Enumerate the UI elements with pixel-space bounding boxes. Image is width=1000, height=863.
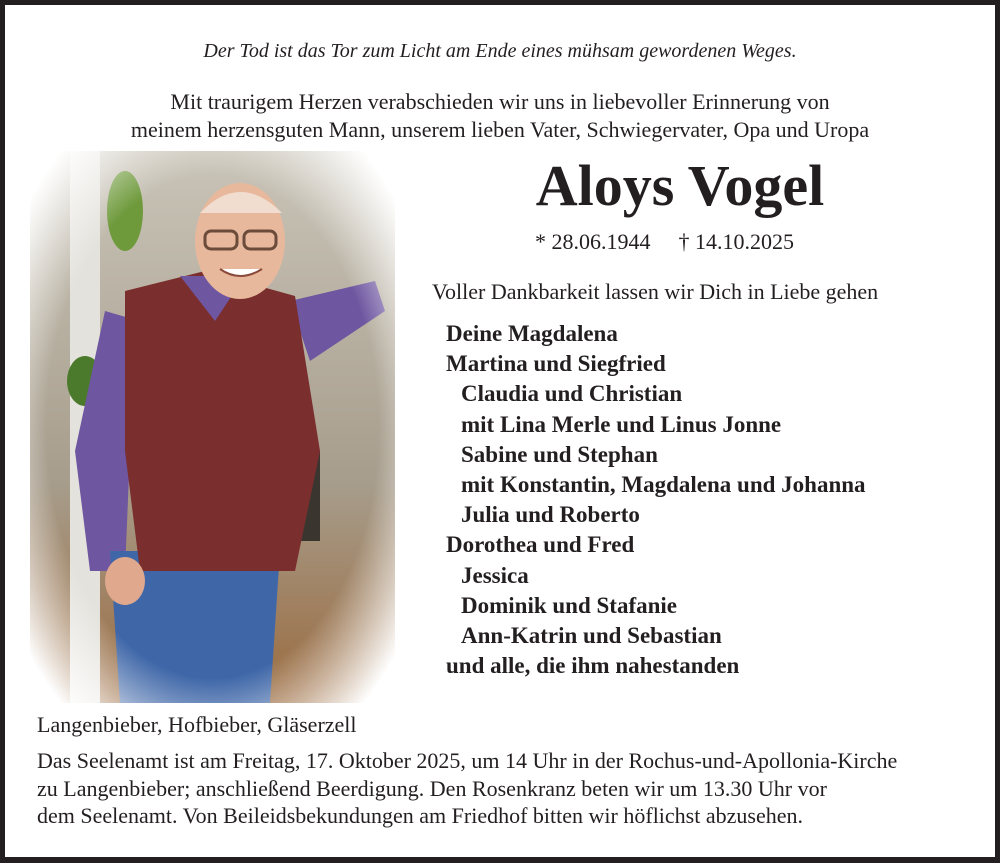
- family-member: Ann-Katrin und Sebastian: [461, 623, 722, 648]
- death-date: † 14.10.2025: [678, 229, 794, 254]
- family-member: Deine Magdalena: [446, 321, 618, 346]
- intro-line: Mit traurigem Herzen verabschieden wir uns in liebevoller Erinnerung von: [170, 89, 830, 114]
- motto: Der Tod ist das Tor zum Licht am Ende eines mühsam gewordenen Weges.: [203, 40, 797, 62]
- thanks-line: Voller Dankbarkeit lassen wir Dich in Liebe gehen: [432, 279, 879, 304]
- family-member: Jessica: [461, 562, 529, 588]
- service-line: dem Seelenamt. Von Beileidsbekundungen am Friedhof bitten wir höflichst abzusehen.: [37, 803, 803, 828]
- obituary-notice: [5, 5, 995, 857]
- family-member: Julia und Roberto: [461, 502, 640, 528]
- family-member: Dominik und Stafanie: [461, 592, 678, 618]
- family-member: Martina und Siegfried: [446, 351, 666, 377]
- service-line: Das Seelenamt ist am Freitag, 17. Oktober 2025, um 14 Uhr in der Rochus-und-Apollonia-Kirche: [37, 748, 898, 773]
- life-dates: [535, 231, 822, 253]
- deceased-name: Aloys Vogel: [535, 153, 825, 218]
- intro-line: meinem herzensguten Mann, unserem lieben Vater, Schwiegervater, Opa und Uropa: [130, 117, 870, 142]
- places: Langenbieber, Hofbieber, Gläserzell: [37, 712, 357, 737]
- family-member: mit Lina Merle und Linus Jonne: [461, 411, 782, 437]
- service-line: zu Langenbieber; anschließend Beerdigung. Den Rosenkranz beten wir um 13.30 Uhr vor: [37, 776, 827, 801]
- family-member: Claudia und Christian: [461, 381, 683, 407]
- birth-date: * 28.06.1944: [535, 229, 651, 254]
- family-member: Dorothea und Fred: [446, 532, 635, 558]
- family-member: mit Konstantin, Magdalena und Johanna: [461, 472, 866, 497]
- portrait-photo: [30, 151, 395, 703]
- family-member: und alle, die ihm nahestanden: [446, 653, 740, 679]
- family-member: Sabine und Stephan: [461, 441, 658, 467]
